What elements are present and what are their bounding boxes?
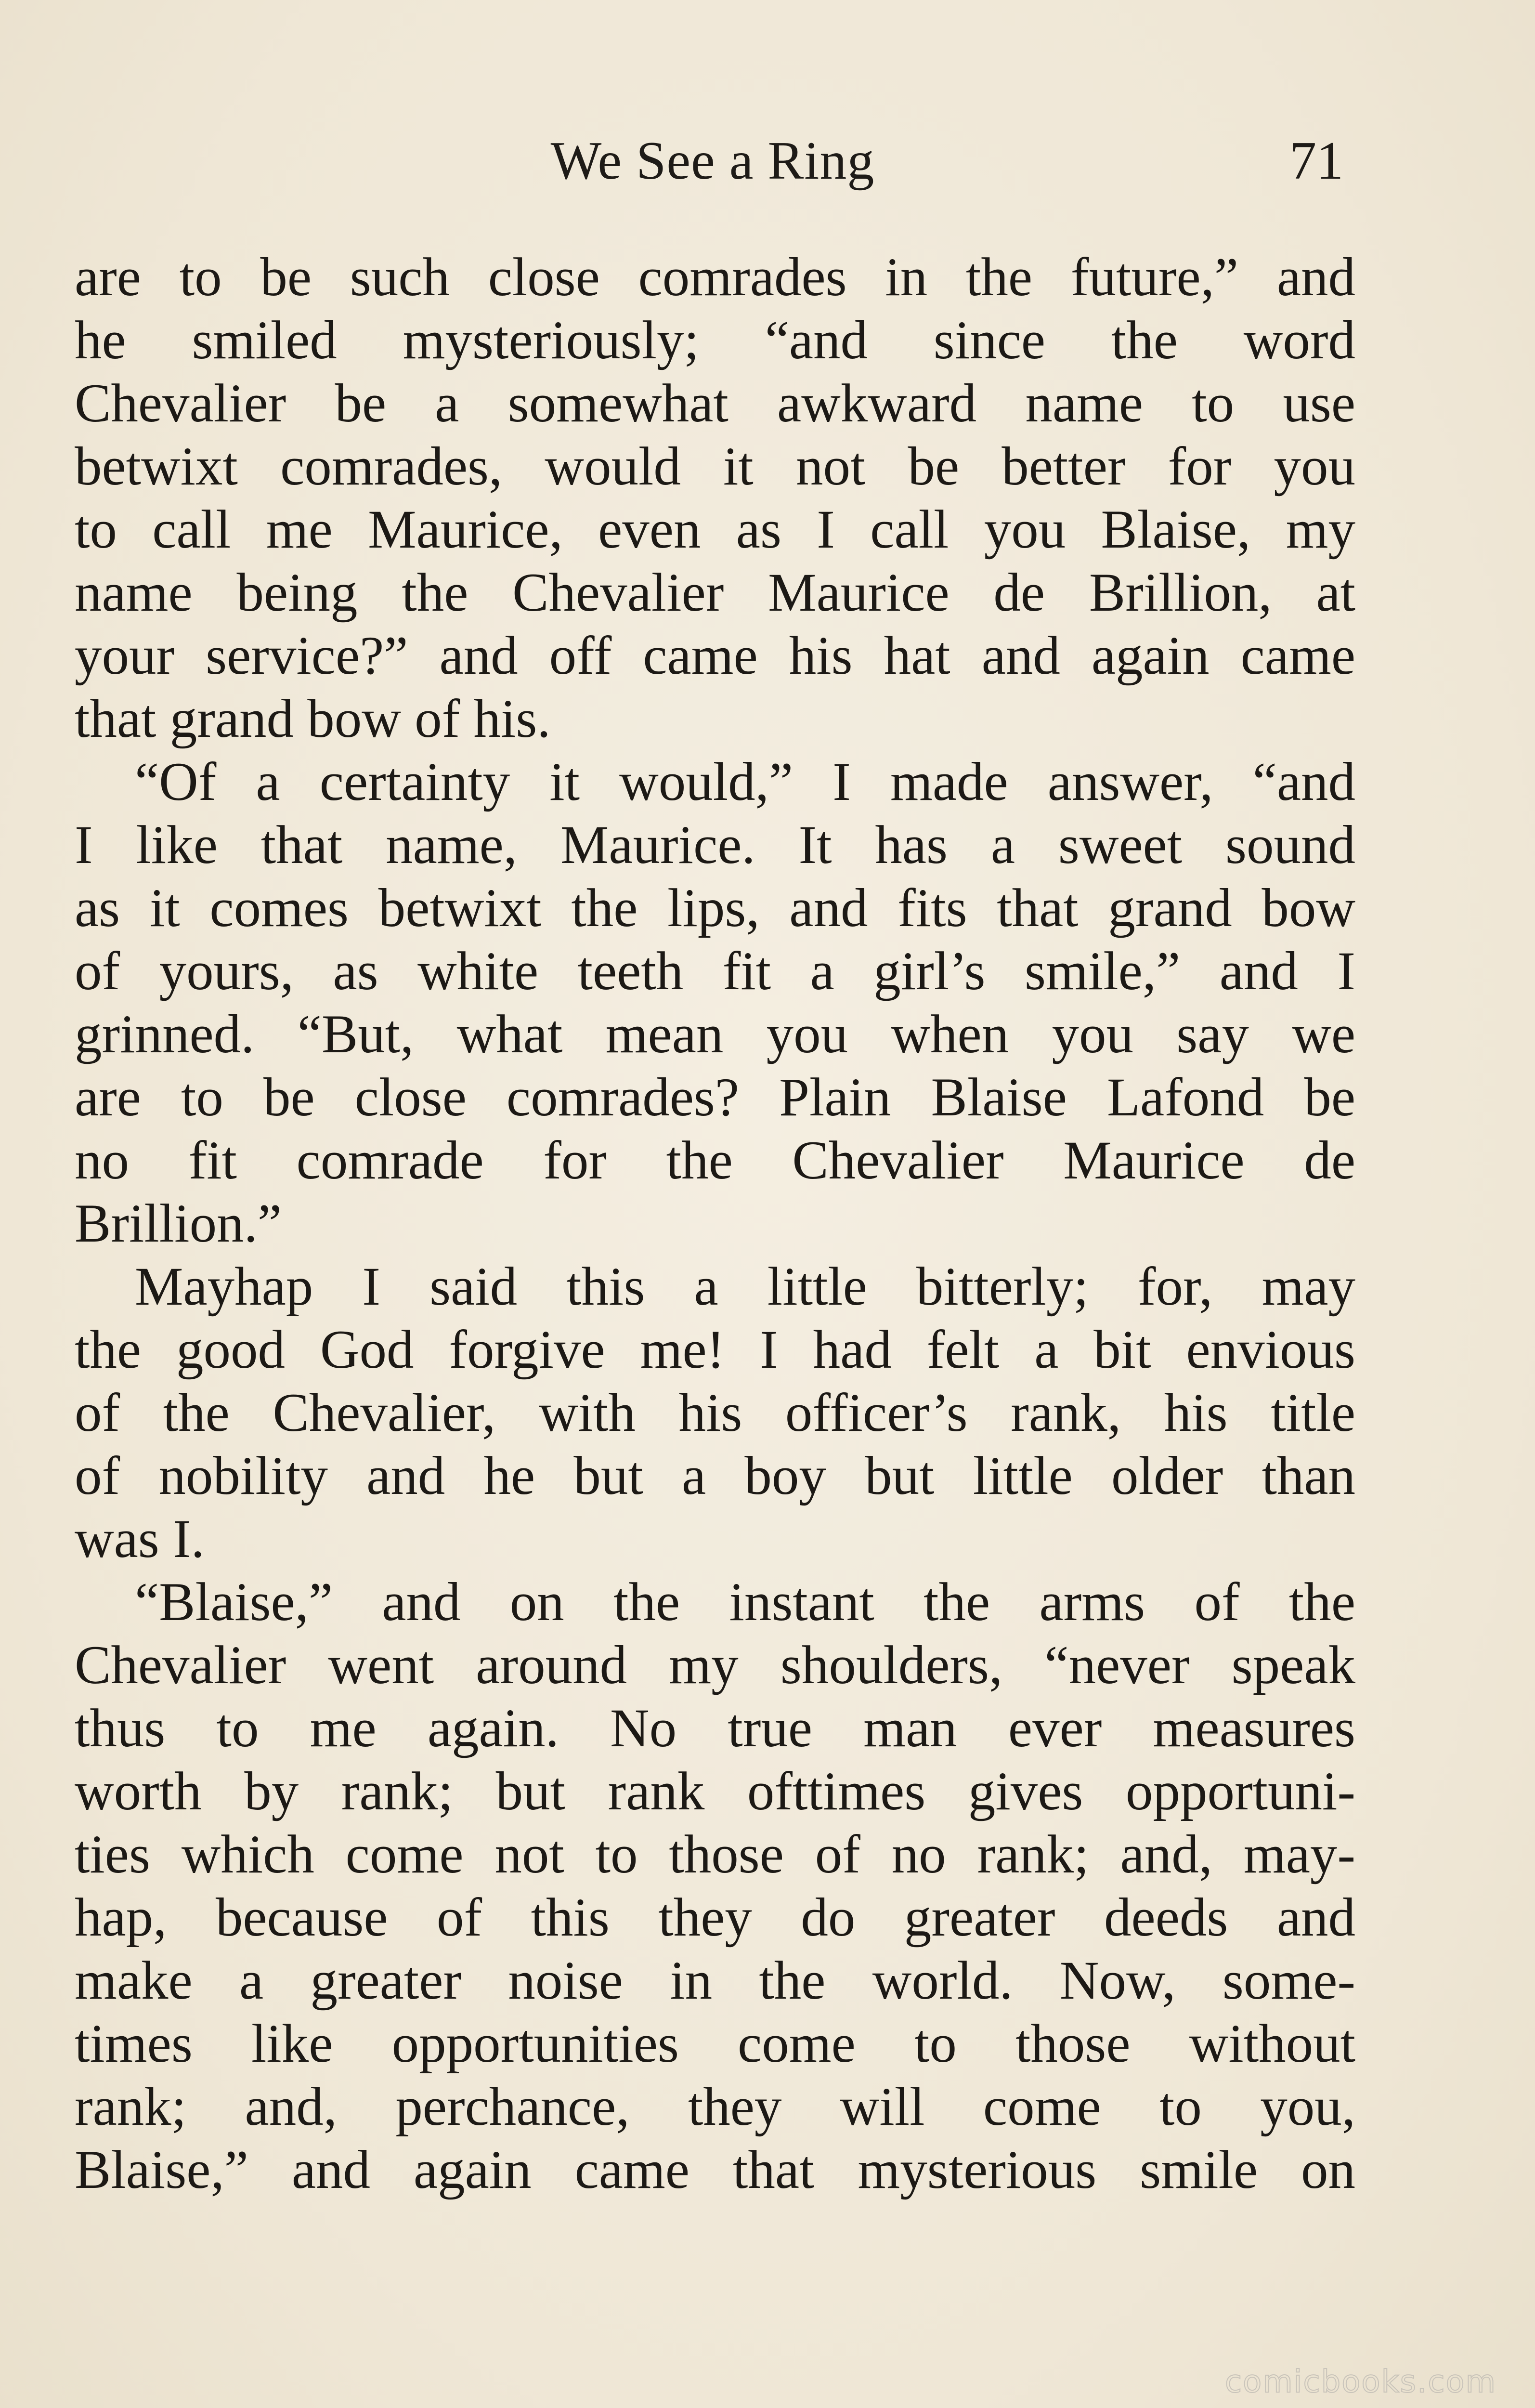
text-line: are to be such close comrades in the future,” and — [75, 247, 1355, 307]
text-line: the good God forgive me! I had felt a bit envious — [75, 1320, 1355, 1380]
text-line: ties which come not to those of no rank; and, may- — [75, 1824, 1355, 1885]
text-line: your service?” and off came his hat and again came — [75, 626, 1355, 686]
text-line: betwixt comrades, would it not be better for you — [75, 436, 1355, 497]
text-line: are to be close comrades? Plain Blaise Lafond be — [75, 1067, 1355, 1127]
text-line: of nobility and he but a boy but little older than — [75, 1446, 1355, 1506]
text-line: Blaise,” and again came that mysterious smile on — [75, 2140, 1355, 2200]
text-line: times like opportunities come to those without — [75, 2014, 1355, 2074]
paragraph — [75, 1255, 1355, 1570]
page-number: 71 — [1289, 131, 1343, 191]
text-line: rank; and, perchance, they will come to you, — [75, 2077, 1355, 2137]
text-line: Chevalier be a somewhat awkward name to use — [75, 373, 1355, 433]
text-line: to call me Maurice, even as I call you Blaise, my — [75, 499, 1355, 560]
page-header — [72, 130, 1353, 197]
text-line: Brillion.” — [75, 1193, 282, 1254]
text-line: of yours, as white teeth fit a girl’s smile,” and I — [75, 941, 1355, 1001]
paragraph — [75, 246, 1355, 750]
text-line: that grand bow of his. — [75, 689, 551, 749]
text-line: he smiled mysteriously; “and since the word — [75, 310, 1355, 370]
text-line: Mayhap I said this a little bitterly; for, may — [135, 1256, 1355, 1317]
paragraph — [75, 1570, 1355, 2201]
text-line: worth by rank; but rank ofttimes gives opportuni- — [75, 1761, 1355, 1821]
text-line: name being the Chevalier Maurice de Brillion, at — [75, 563, 1355, 623]
running-title: We See a Ring — [550, 131, 875, 191]
text-line: “Of a certainty it would,” I made answer, “and — [135, 752, 1355, 812]
text-line: “Blaise,” and on the instant the arms of the — [135, 1572, 1355, 1632]
text-line: make a greater noise in the world. Now, some- — [75, 1950, 1355, 2011]
body-text — [75, 246, 1355, 2201]
watermark: comicbooks.com — [1224, 2364, 1496, 2400]
text-line: grinned. “But, what mean you when you say we — [75, 1004, 1355, 1064]
paragraph — [75, 750, 1355, 1255]
text-line: Chevalier went around my shoulders, “never speak — [75, 1635, 1355, 1695]
text-line: I like that name, Maurice. It has a sweet sound — [75, 815, 1355, 875]
text-line: thus to me again. No true man ever measures — [75, 1698, 1355, 1758]
text-line: of the Chevalier, with his officer’s rank, his title — [75, 1383, 1355, 1443]
text-line: hap, because of this they do greater deeds and — [75, 1887, 1355, 1948]
text-line: was I. — [75, 1509, 205, 1569]
text-line: no fit comrade for the Chevalier Maurice de — [75, 1130, 1355, 1191]
text-line: as it comes betwixt the lips, and fits that grand bow — [75, 878, 1355, 938]
